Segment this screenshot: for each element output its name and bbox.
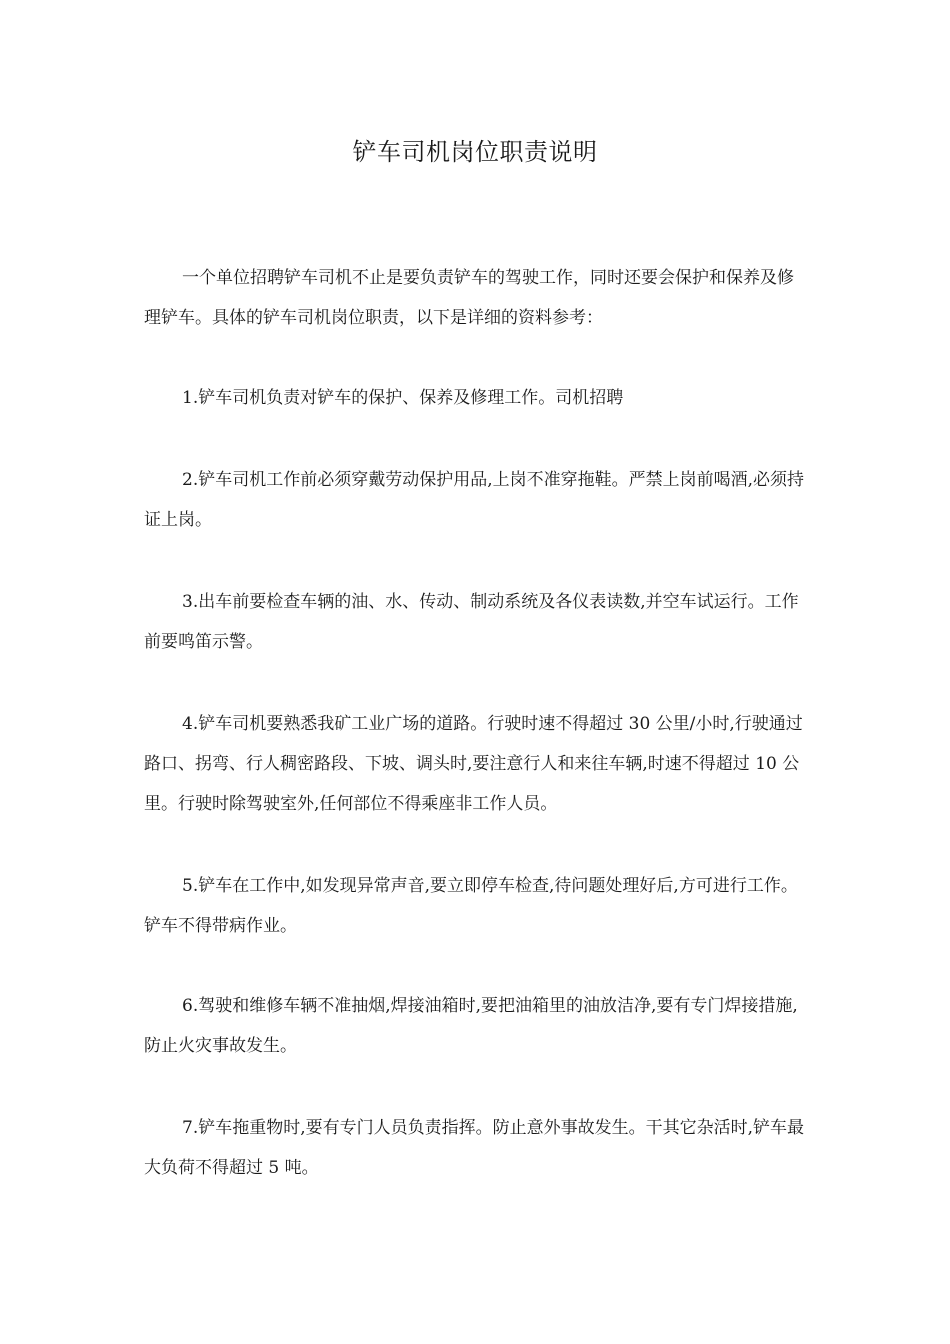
duty-item-7: 7.铲车拖重物时,要有专门人员负责指挥。防止意外事故发生。干其它杂活时,铲车最大负荷不得超过 5 吨。 bbox=[144, 1118, 805, 1178]
duty-item-3: 3.出车前要检查车辆的油、水、传动、制动系统及各仪表读数,并空车试运行。工作前要鸣笛示警。 bbox=[144, 592, 799, 652]
duty-item-6: 6.驾驶和维修车辆不准抽烟,焊接油箱时,要把油箱里的油放洁净,要有专门焊接措施,防止火灾事故发生。 bbox=[144, 996, 798, 1056]
document-title: 铲车司机岗位职责说明 bbox=[352, 138, 598, 166]
duty-item-5: 5.铲车在工作中,如发现异常声音,要立即停车检查,待问题处理好后,方可进行工作。铲车不得带病作业。 bbox=[144, 876, 798, 936]
duty-item-2: 2.铲车司机工作前必须穿戴劳动保护用品,上岗不准穿拖鞋。严禁上岗前喝酒,必须持证上岗。 bbox=[144, 470, 805, 530]
intro-paragraph: 一个单位招聘铲车司机不止是要负责铲车的驾驶工作，同时还要会保护和保养及修理铲车。具体的铲车司机岗位职责，以下是详细的资料参考： bbox=[144, 268, 794, 328]
duty-item-1: 1.铲车司机负责对铲车的保护、保养及修理工作。司机招聘 bbox=[182, 388, 624, 408]
duty-item-4: 4.铲车司机要熟悉我矿工业广场的道路。行驶时速不得超过 30 公里/小时,行驶通过路口、拐弯、行人稠密路段、下坡、调头时,要注意行人和来往车辆,时速不得超过 10 公里。行驶时除驾驶室外,任何部位不得乘座非工作人员。 bbox=[144, 714, 803, 814]
